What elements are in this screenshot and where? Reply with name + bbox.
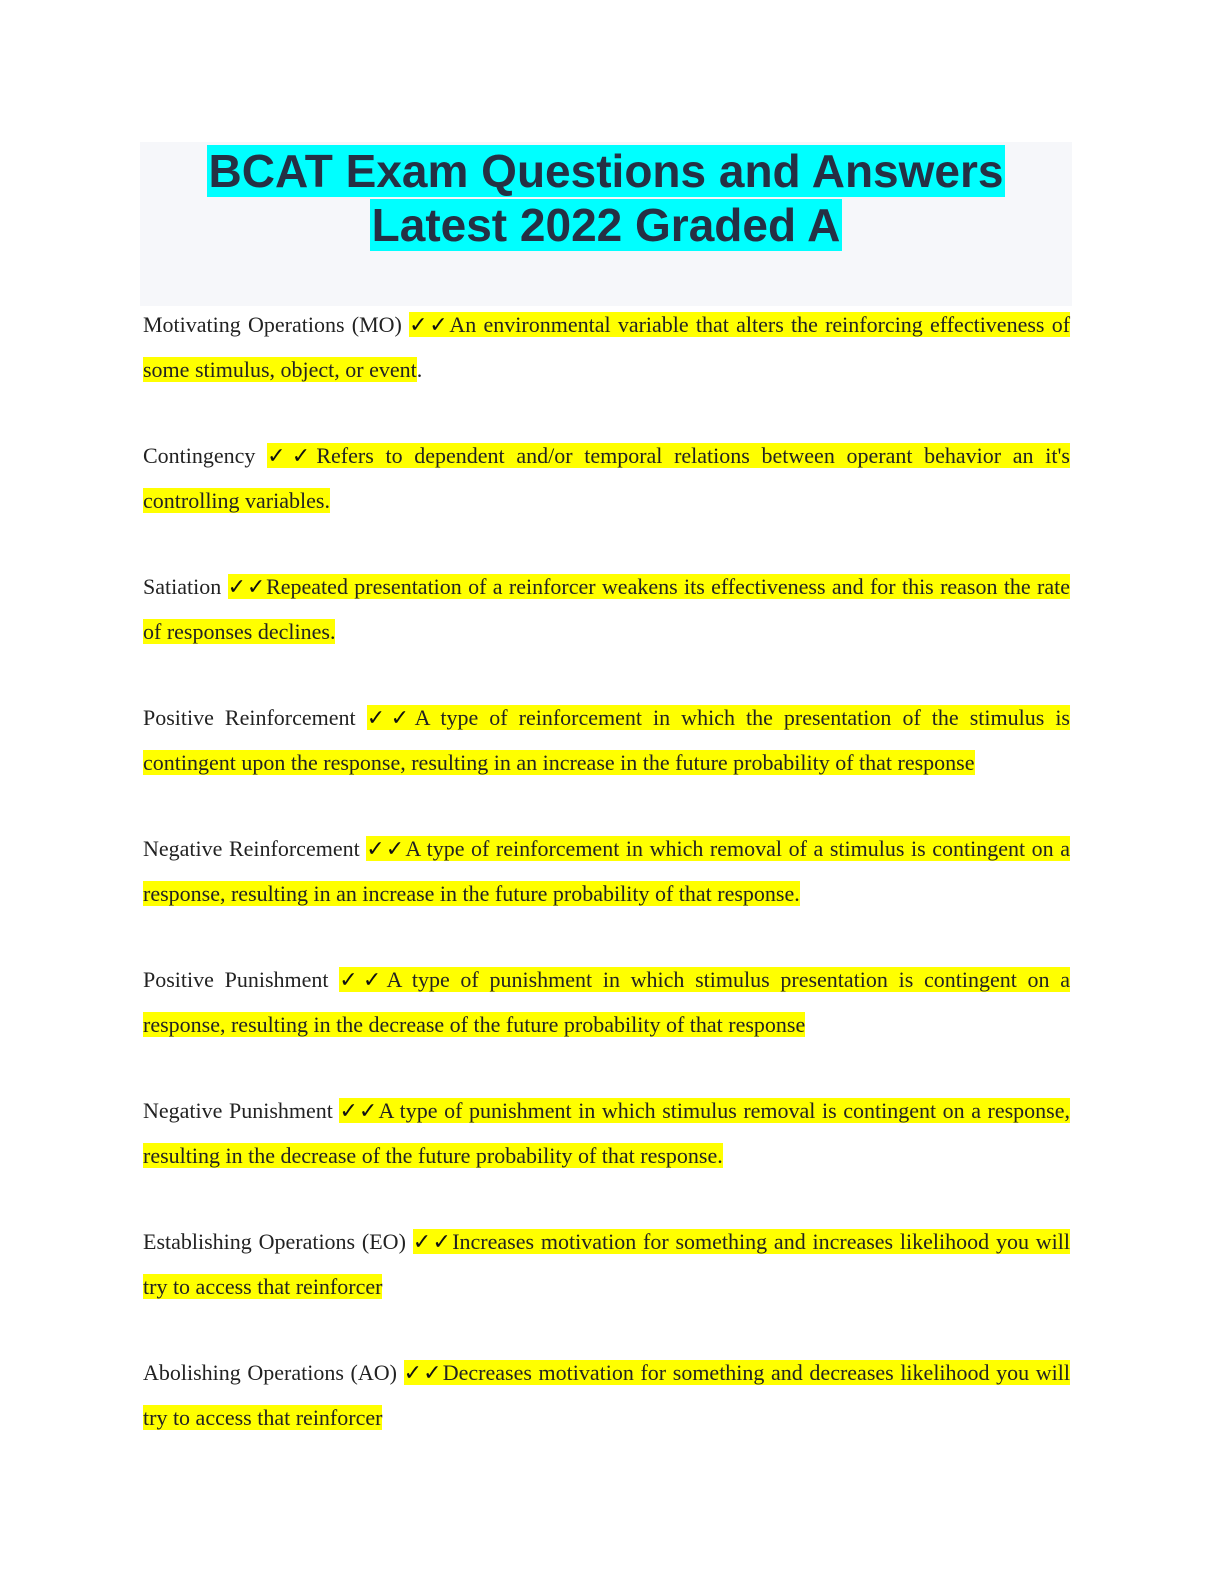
qa-entry-mo: [143, 303, 1070, 392]
term: Positive Punishment: [143, 967, 329, 992]
qa-entry-abolishing-operations: [143, 1351, 1070, 1440]
definition: A type of punishment in which stimulus presentation is contingent on a response, resulting in the decrease of the future probability of that response: [143, 967, 1071, 1037]
title-line-2: Latest 2022 Graded A: [371, 199, 841, 251]
double-check-icon: ✓✓: [227, 575, 267, 600]
qa-entry-positive-reinforcement: [143, 696, 1070, 785]
definition: A type of reinforcement in which the presentation of the stimulus is contingent upon the response, resulting in an increase in the future probability of that response: [143, 705, 1070, 775]
double-check-icon: ✓✓: [366, 837, 406, 862]
term: Motivating Operations (MO): [143, 312, 402, 337]
term: Satiation: [143, 574, 222, 599]
qa-entry-positive-punishment: [143, 958, 1070, 1047]
term: Positive Reinforcement: [143, 705, 356, 730]
double-check-icon: ✓✓: [409, 313, 450, 338]
term: Contingency: [143, 443, 256, 468]
answer-highlight: [143, 443, 1070, 513]
definition: Repeated presentation of a reinforcer weakens its effectiveness and for this reason the rate of responses declines.: [143, 574, 1070, 644]
double-check-icon: ✓✓: [339, 1099, 379, 1124]
qa-entry-satiation: [143, 565, 1070, 654]
qa-entry-contingency: [143, 434, 1070, 523]
definition: An environmental variable that alters the reinforcing effectiveness of some stimulus, object, or event: [143, 312, 1071, 382]
term: Negative Reinforcement: [143, 836, 360, 861]
definition: Refers to dependent and/or temporal relations between operant behavior an it's controlling variables.: [143, 443, 1070, 513]
term: Negative Punishment: [143, 1098, 333, 1123]
double-check-icon: ✓✓: [366, 706, 415, 731]
qa-list: [143, 303, 1070, 1482]
definition: A type of punishment in which stimulus removal is contingent on a response, resulting in the decrease of the future probability of that response.: [143, 1098, 1071, 1168]
double-check-icon: ✓✓: [267, 444, 317, 469]
qa-entry-establishing-operations: [143, 1220, 1070, 1309]
definition: Increases motivation for something and increases likelihood you will try to access that reinforcer: [143, 1229, 1070, 1299]
double-check-icon: ✓✓: [412, 1230, 453, 1255]
title-banner: [140, 142, 1072, 306]
term: Abolishing Operations (AO): [143, 1360, 397, 1385]
definition: A type of reinforcement in which removal of a stimulus is contingent on a response, resulting in an increase in the future probability of that response.: [143, 836, 1070, 906]
double-check-icon: ✓✓: [403, 1361, 443, 1386]
term: Establishing Operations (EO): [143, 1229, 406, 1254]
definition: Decreases motivation for something and decreases likelihood you will try to access that reinforcer: [143, 1360, 1071, 1430]
answer-highlight: [143, 574, 1070, 644]
definition-tail: .: [416, 357, 423, 382]
title-line-1: BCAT Exam Questions and Answers: [208, 145, 1004, 197]
qa-entry-negative-reinforcement: [143, 827, 1070, 916]
qa-entry-negative-punishment: [143, 1089, 1070, 1178]
double-check-icon: ✓✓: [339, 968, 387, 993]
document-title: [140, 142, 1072, 252]
